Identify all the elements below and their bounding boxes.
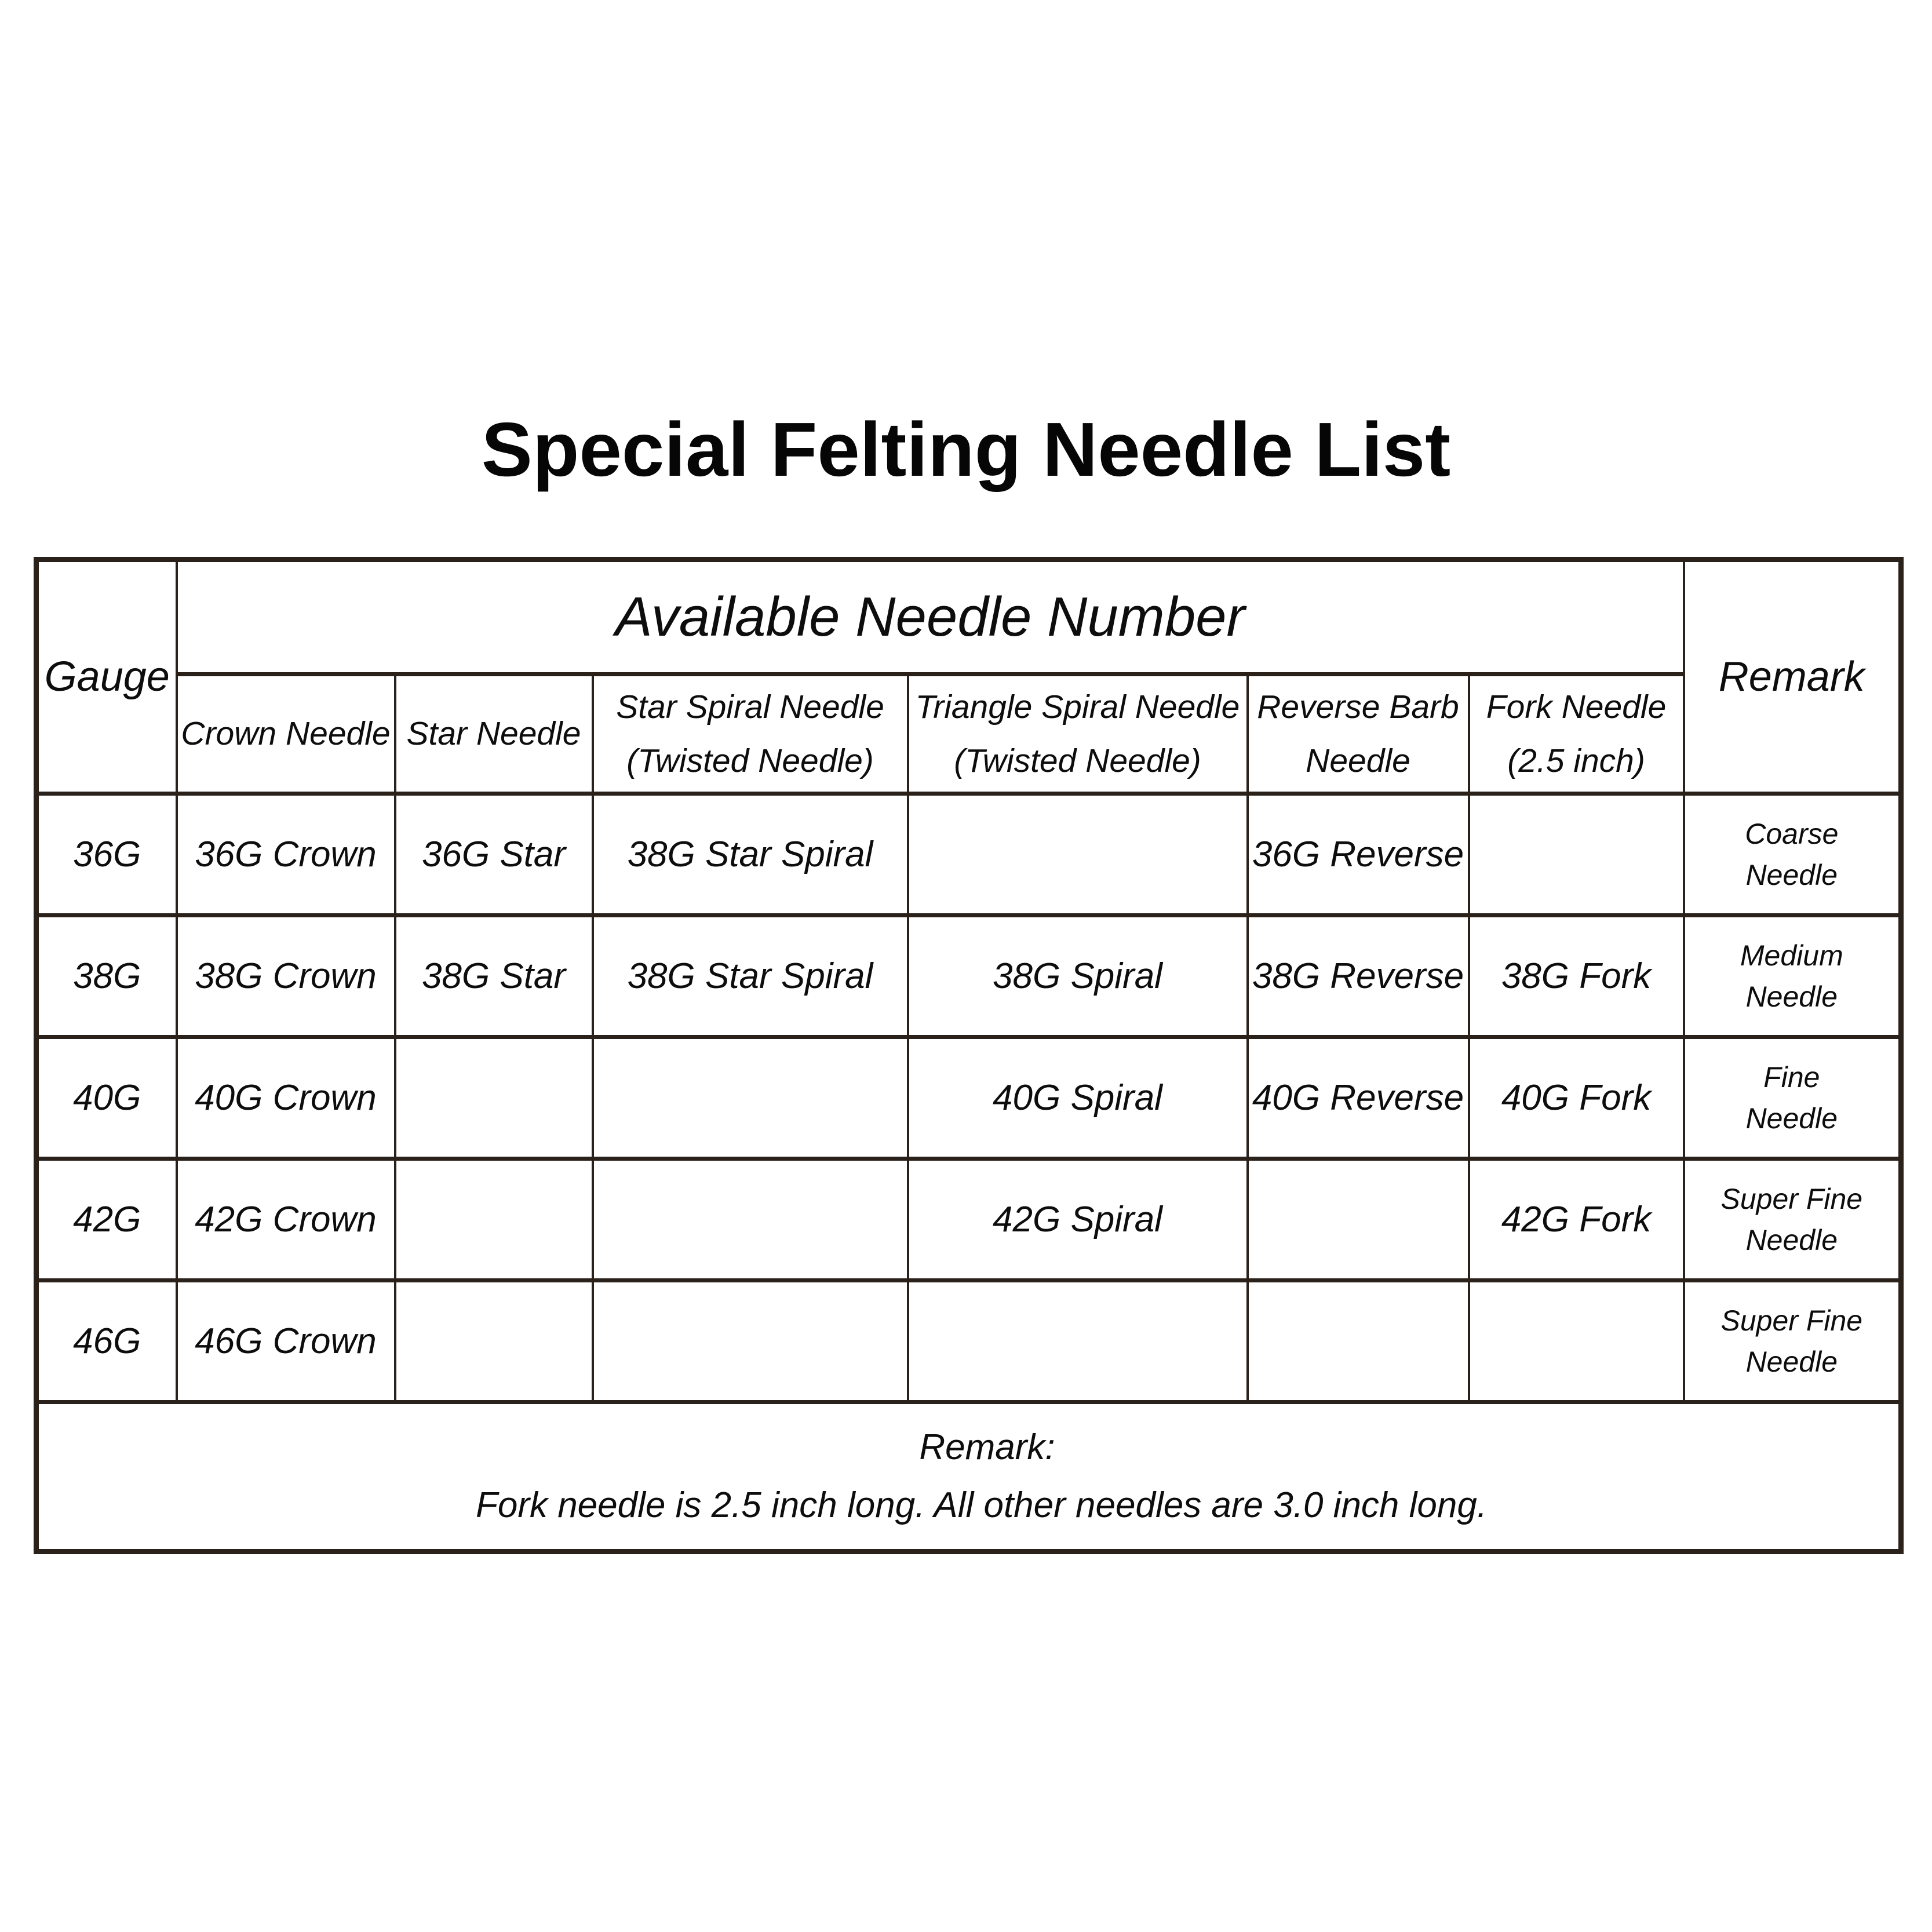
cell-40g-fork: 40G Fork (1469, 1037, 1684, 1159)
cell-46g-gauge: 46G (37, 1281, 177, 1402)
cell-46g-crown: 46G Crown (177, 1281, 395, 1402)
cell-46g-fork (1469, 1281, 1684, 1402)
subheader-line1: Crown Needle (181, 715, 391, 753)
subheader-fork-needle (1469, 675, 1684, 794)
cell-46g-reverse (1248, 1281, 1469, 1402)
footer-remark-cell (37, 1402, 1901, 1552)
remark-line2: Needle (1745, 1102, 1838, 1135)
footer-remark-text: Fork needle is 2.5 inch long. All other needles are 3.0 inch long. (475, 1485, 1488, 1525)
cell-42g-remark (1684, 1159, 1901, 1281)
table-row-40g (37, 1037, 1901, 1159)
cell-42g-star-spiral (593, 1159, 908, 1281)
remark-line1: Super Fine (1720, 1304, 1863, 1337)
cell-36g-crown: 36G Crown (177, 794, 395, 916)
cell-42g-crown: 42G Crown (177, 1159, 395, 1281)
header-row-1 (37, 560, 1901, 675)
remark-line1: Fine (1763, 1060, 1820, 1093)
cell-36g-star: 36G Star (395, 794, 593, 916)
remark-line2: Needle (1745, 1345, 1838, 1378)
cell-38g-star-spiral: 38G Star Spiral (593, 916, 908, 1037)
cell-36g-gauge: 36G (37, 794, 177, 916)
cell-38g-gauge: 38G (37, 916, 177, 1037)
cell-40g-gauge: 40G (37, 1037, 177, 1159)
cell-38g-triangle-spiral: 38G Spiral (908, 916, 1248, 1037)
header-row-2 (37, 675, 1901, 794)
remark-line2: Needle (1745, 980, 1838, 1013)
cell-40g-star-spiral (593, 1037, 908, 1159)
table-row-42g (37, 1159, 1901, 1281)
subheader-triangle-spiral-needle (908, 675, 1248, 794)
cell-38g-reverse: 38G Reverse (1248, 916, 1469, 1037)
cell-36g-fork (1469, 794, 1684, 916)
subheader-line1: Fork Needle (1486, 688, 1667, 726)
subheader-line1: Reverse Barb (1257, 688, 1459, 726)
table-row-38g (37, 916, 1901, 1037)
subheader-line1: Triangle Spiral Needle (915, 688, 1240, 726)
table-row-36g (37, 794, 1901, 916)
cell-38g-fork: 38G Fork (1469, 916, 1684, 1037)
header-available-needle-number: Available Needle Number (177, 560, 1684, 675)
cell-46g-triangle-spiral (908, 1281, 1248, 1402)
subheader-line1: Star Needle (406, 715, 581, 753)
cell-38g-star: 38G Star (395, 916, 593, 1037)
cell-46g-star (395, 1281, 593, 1402)
cell-40g-remark (1684, 1037, 1901, 1159)
header-remark: Remark (1684, 560, 1901, 794)
subheader-line2: Needle (1306, 742, 1410, 779)
cell-42g-star (395, 1159, 593, 1281)
remark-line1: Coarse (1745, 817, 1839, 850)
remark-line1: Super Fine (1720, 1182, 1863, 1215)
subheader-line2: (Twisted Needle) (626, 742, 874, 779)
subheader-crown-needle (177, 675, 395, 794)
cell-42g-gauge: 42G (37, 1159, 177, 1281)
cell-36g-triangle-spiral (908, 794, 1248, 916)
cell-42g-fork: 42G Fork (1469, 1159, 1684, 1281)
cell-42g-reverse (1248, 1159, 1469, 1281)
cell-42g-triangle-spiral: 42G Spiral (908, 1159, 1248, 1281)
table-row-46g (37, 1281, 1901, 1402)
cell-40g-reverse: 40G Reverse (1248, 1037, 1469, 1159)
cell-38g-crown: 38G Crown (177, 916, 395, 1037)
subheader-line1: Star Spiral Needle (616, 688, 884, 726)
cell-40g-triangle-spiral: 40G Spiral (908, 1037, 1248, 1159)
header-gauge: Gauge (37, 560, 177, 794)
cell-36g-star-spiral: 38G Star Spiral (593, 794, 908, 916)
cell-40g-crown: 40G Crown (177, 1037, 395, 1159)
cell-46g-remark (1684, 1281, 1901, 1402)
subheader-star-needle (395, 675, 593, 794)
footer-remark-label: Remark: (919, 1427, 1055, 1467)
cell-40g-star (395, 1037, 593, 1159)
remark-line1: Medium (1740, 939, 1843, 972)
subheader-line2: (2.5 inch) (1507, 742, 1645, 779)
needle-table (34, 557, 1904, 1554)
cell-36g-remark (1684, 794, 1901, 916)
cell-36g-reverse: 36G Reverse (1248, 794, 1469, 916)
footer-row (37, 1402, 1901, 1552)
subheader-reverse-barb-needle (1248, 675, 1469, 794)
remark-line2: Needle (1745, 1223, 1838, 1256)
subheader-line2: (Twisted Needle) (954, 742, 1201, 779)
page-title: Special Felting Needle List (481, 407, 1451, 492)
subheader-star-spiral-needle (593, 675, 908, 794)
cell-38g-remark (1684, 916, 1901, 1037)
remark-line2: Needle (1745, 858, 1838, 891)
cell-46g-star-spiral (593, 1281, 908, 1402)
